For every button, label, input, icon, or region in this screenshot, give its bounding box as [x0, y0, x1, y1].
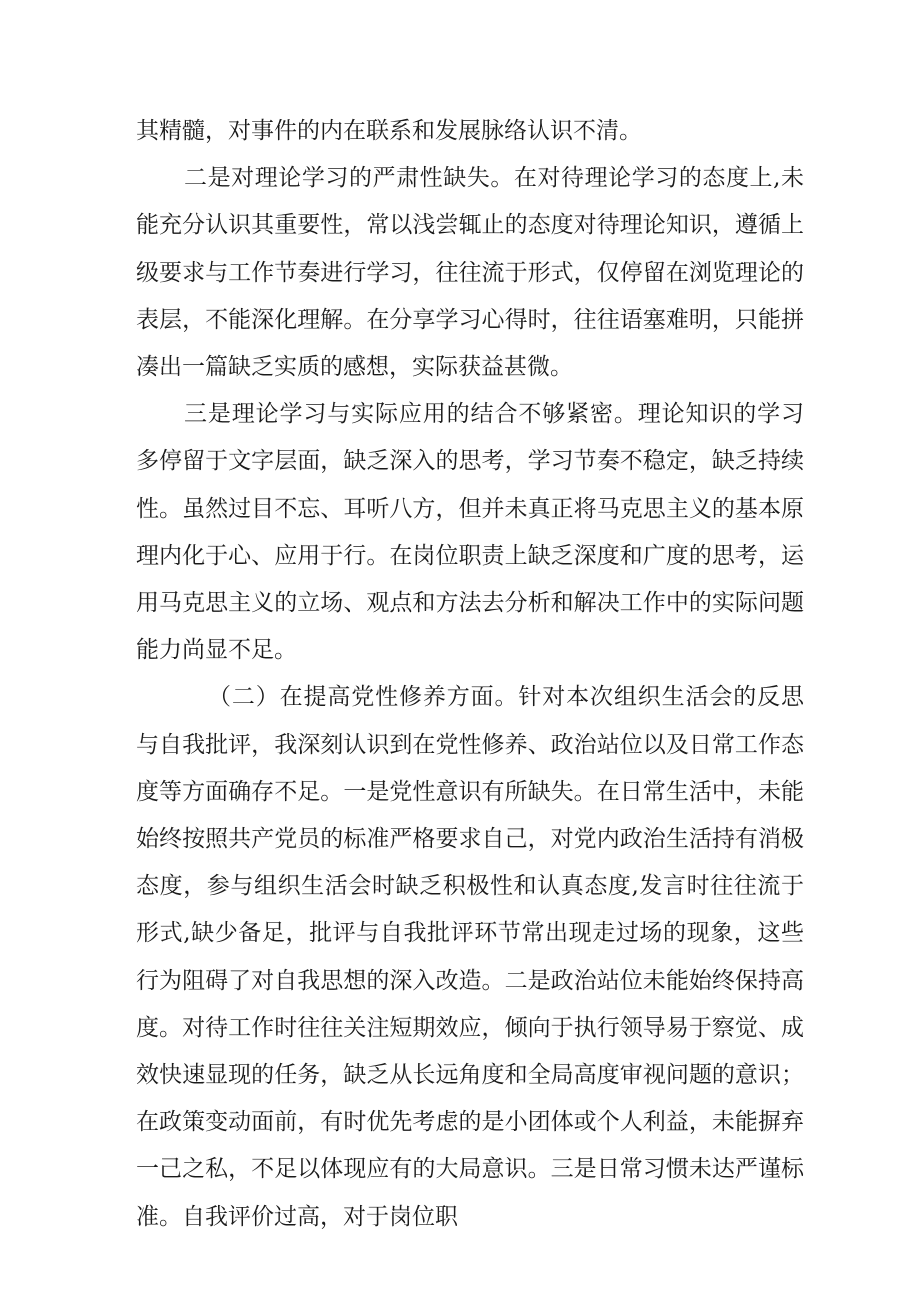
paragraph-section-two: （二）在提高党性修养方面。针对本次组织生活会的反思与自我批评，我深刻认识到在党性修养、政治站位以及日常工作态度等方面确存不足。一是党性意识有所缺失。在日常生活中，未能始终按照共产党员的标准严格要求自己，对党内政治生活持有消极态度，参与组织生活会时缺乏积极性和认真态度,发言时往往流于形式,缺少备足，批评与自我批评环节常出现走过场的现象，这些行为阻碍了对自我思想的深入改造。二是政治站位未能始终保持高度。对待工作时往往关注短期效应，倾向于执行领导易于察觉、成效快速显现的任务，缺乏从长远角度和全局高度审视问题的意识；在政策变动面前，有时优先考虑的是小团体或个人利益，未能摒弃一己之私，不足以体现应有的大局意识。三是日常习惯未达严谨标准。自我评价过高，对于岗位职: [136, 684, 804, 1230]
paragraph-continuation: 其精髓，对事件的内在联系和发展脉络认识不清。: [136, 118, 642, 144]
paragraph-point-two: 二是对理论学习的严肃性缺失。在对待理论学习的态度上,未能充分认识其重要性，常以浅尝辄止的态度对待理论知识，遵循上级要求与工作节奏进行学习，往往流于形式，仅停留在浏览理论的表层，不能深化理解。在分享学习心得时，往往语塞难明，只能拼凑出一篇缺乏实质的感想，实际获益甚微。: [136, 165, 804, 381]
paragraph-point-three: 三是理论学习与实际应用的结合不够紧密。理论知识的学习多停留于文字层面，缺乏深入的思考，学习节奏不稳定，缺乏持续性。虽然过目不忘、耳听八方，但并未真正将马克思主义的基本原理内化于心、应用于行。在岗位职责上缺乏深度和广度的思考，运用马克思主义的立场、观点和方法去分析和解决工作中的实际问题能力尚显不足。: [136, 401, 804, 664]
document-body: [136, 108, 804, 1241]
